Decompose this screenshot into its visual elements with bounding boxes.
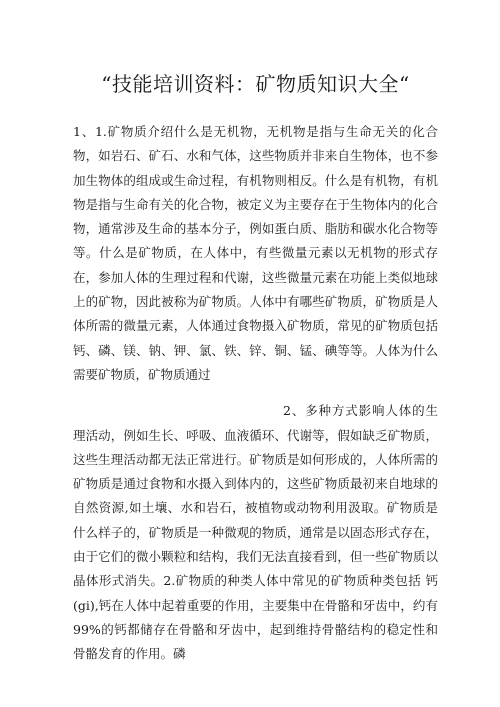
paragraph-2: 2、多种方式影响人体的生理活动，例如生长、呼吸、血液循环、代谢等，假如缺乏矿物质，这些生理活动都无法正常进行。矿物质是如何形成的，人体所需的矿物质是通过食物和水摄入到体内的，这些矿物质最初来自地球的自然资源,如土壤、水和岩石，被植物或动物利用汲取。矿物质是什么样子的，矿物质是一种微观的物质，通常是以固态形式存在，由于它们的微小颗粒和结构，我们无法直接看到，但一些矿物质以晶体形式消失。2.矿物质的种类人体中常见的矿物质种类包括 钙(gi),钙在人体中起着重要的作用，主要集中在骨骼和牙齿中，约有99%的钙都储存在骨骼和牙齿中，起到维持骨骼结构的稳定性和骨骼发育的作用。磷 — [73, 403, 438, 662]
document-title: “技能培训资料：矿物质知识大全“ — [101, 72, 410, 96]
paragraph-1: 1、1.矿物质介绍什么是无机物，无机物是指与生命无关的化合物，如岩石、矿石、水和气体，这些物质并非来自生物体，也不参加生物体的组成或生命过程，有机物则相反。什么是有机物，有机物是指与生命有关的化合物，被定义为主要存在于生物体内的化合物，通常涉及生命的基本分子，例如蛋白质、脂肪和碳水化合物等等。什么是矿物质，在人体中，有些微量元素以无机物的形式存在，参加人体的生理过程和代谢，这些微量元素在功能上类似地球上的矿物，因此被称为矿物质。人体中有哪些矿物质，矿物质是人体所需的微量元素，人体通过食物摄入矿物质，常见的矿物质包括 钙、磷、镁、钠、钾、氯、铁、锌、铜、锰、碘等等。人体为什么需要矿物质，矿物质通过 — [73, 124, 438, 382]
